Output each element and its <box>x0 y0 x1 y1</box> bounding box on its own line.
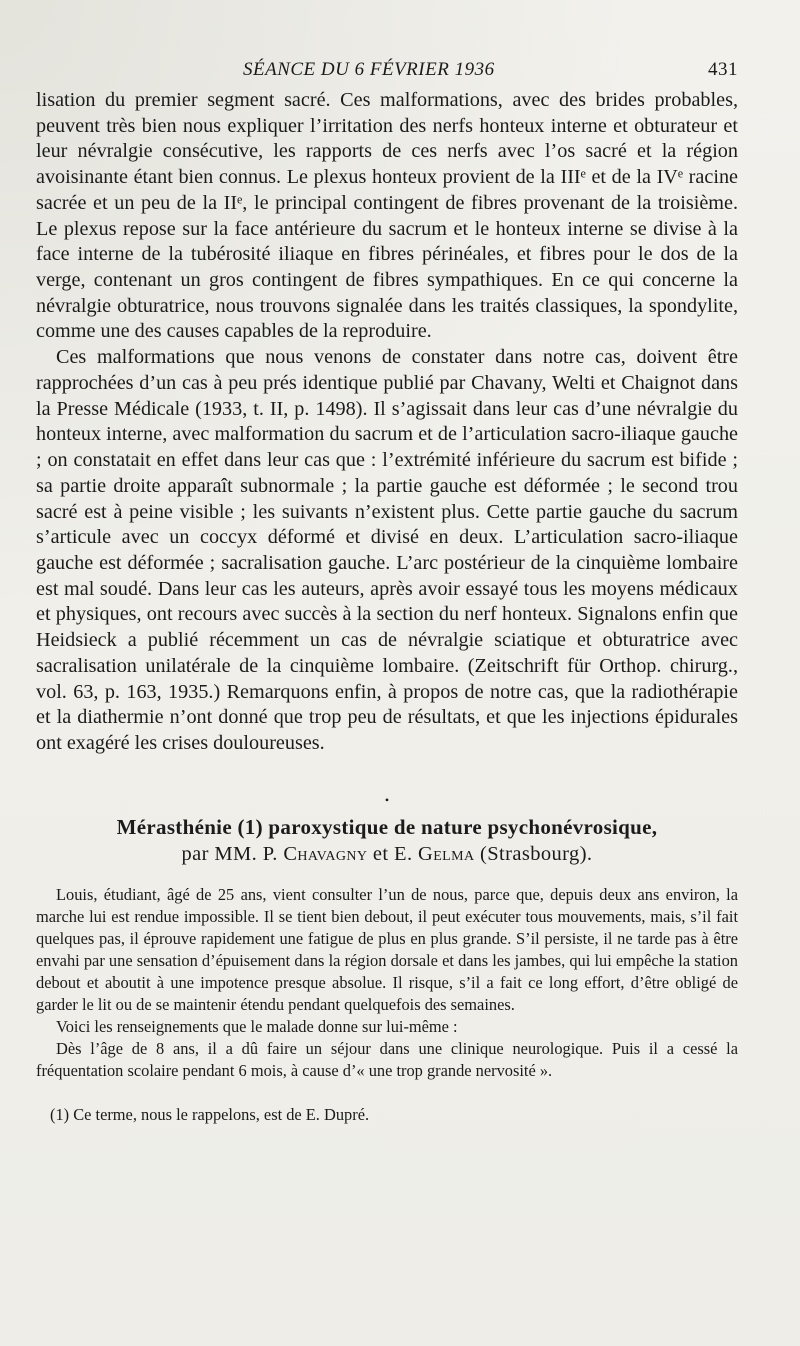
body-paragraph: Ces malformations que nous venons de constater dans notre cas, doivent être rapprochées d’un cas à peu prés identique publié par Chavany, Welti et Chaignot dans la Presse Médicale (1933, t. II, p. 1498). Il s’agissait dans leur cas d’une névralgie du honteux interne, avec malformation du sacrum et de l’articulation sacro-iliaque gauche ; on constatait en effet dans leur cas que : l’extrémité inférieure du sacrum est bifide ; sa partie droite apparaît subnormale ; la partie gauche est déformée ; le second trou sacré est à peine visible ; les suivants n’existent plus. Cette partie gauche du sacrum s’articule avec un coccyx déformé et divisé en deux. L’articulation sacro-iliaque gauche est déformée ; sacralisation gauche. L’arc postérieur de la cinquième lombaire est mal soudé. Dans leur cas les auteurs, après avoir essayé tous les moyens médicaux et physiques, ont recours avec succès à la section du nerf honteux. Signalons enfin que Heidsieck a publié récemment un cas de névralgie sciatique et obturatrice avec sacralisation unilatérale de la cinquième lombaire. (Zeitschrift für Orthop. chirurg., vol. 63, p. 163, 1935.) Remarquons enfin, à propos de notre cas, que la radiothérapie et la diathermie n’ont donné que trop peu de résultats, et que les injections épidurales ont exagéré les crises douloureuses. <box>36 346 738 754</box>
byline-suffix: (Strasbourg). <box>474 842 593 865</box>
case-paragraph: Louis, étudiant, âgé de 25 ans, vient consulter l’un de nous, parce que, depuis deux ans environ, la marche lui est rendue impossible. Il se tient bien debout, il peut exécuter tous mouvements, mais, s’il fait quelques pas, il éprouve rapidement une fatigue de plus en plus grande. S’il persiste, il ne tarde pas à être envahi par une sensation d’épuisement dans la région dorsale et dans les jambes, qui lui empêche la station debout et aboutit à une impotence presque absolue. Il risque, s’il a fait ce long effort, d’être obligé de garder le lit ou de se maintenir étendu pendant quelquefois des semaines. <box>36 884 738 1014</box>
body-paragraph: lisation du premier segment sacré. Ces malformations, avec des brides probables, peuvent très bien nous expliquer l’irritation des nerfs honteux interne et obturateur et leur névralgie consécutive, les rapports de ces nerfs avec l’os sacré et la région avoisinante étant bien connus. Le plexus honteux provient de la IIIᵉ et de la IVᵉ racine sacrée et un peu de la IIᵉ, le principal contingent de fibres provenant de la troisième. Le plexus repose sur la face antérieure du sacrum et le honteux interne se divise à la face interne de la tubérosité iliaque en fibres périnéales, et fibres pour le dos de la verge, contenant un gros contingent de fibres sympathiques. En ce qui concerne la névralgie obturatrice, nous trouvons signalée dans les traités classiques, la spondylite, comme une des causes capables de la reproduire. <box>36 89 738 343</box>
author-name: P. Chavagny <box>262 842 368 865</box>
footnote <box>36 1104 738 1126</box>
case-report-text <box>36 884 738 1082</box>
page-number: 431 <box>708 59 738 80</box>
article-byline <box>36 843 738 866</box>
page-header <box>36 48 738 88</box>
running-head: SÉANCE DU 6 FÉVRIER 1936 <box>243 59 495 80</box>
ornament-mark: • <box>384 792 390 807</box>
author-name: E. Gelma <box>394 842 475 865</box>
main-body-text <box>36 88 738 757</box>
footnote-text: (1) Ce terme, nous le rappelons, est de E. Dupré. <box>50 1104 370 1124</box>
case-paragraph: Voici les renseignements que le malade donne sur lui-même : <box>56 1016 458 1036</box>
article-title: Mérasthénie (1) paroxystique de nature psychonévrosique, <box>116 814 658 839</box>
byline-middle: et <box>367 842 395 865</box>
byline-prefix: par MM. <box>181 842 263 865</box>
case-paragraph: Dès l’âge de 8 ans, il a dû faire un séjour dans une clinique neurologique. Puis il a cessé la fréquentation scolaire pendant 6 mois, à cause d’« une trop grande nervosité ». <box>36 1038 738 1080</box>
